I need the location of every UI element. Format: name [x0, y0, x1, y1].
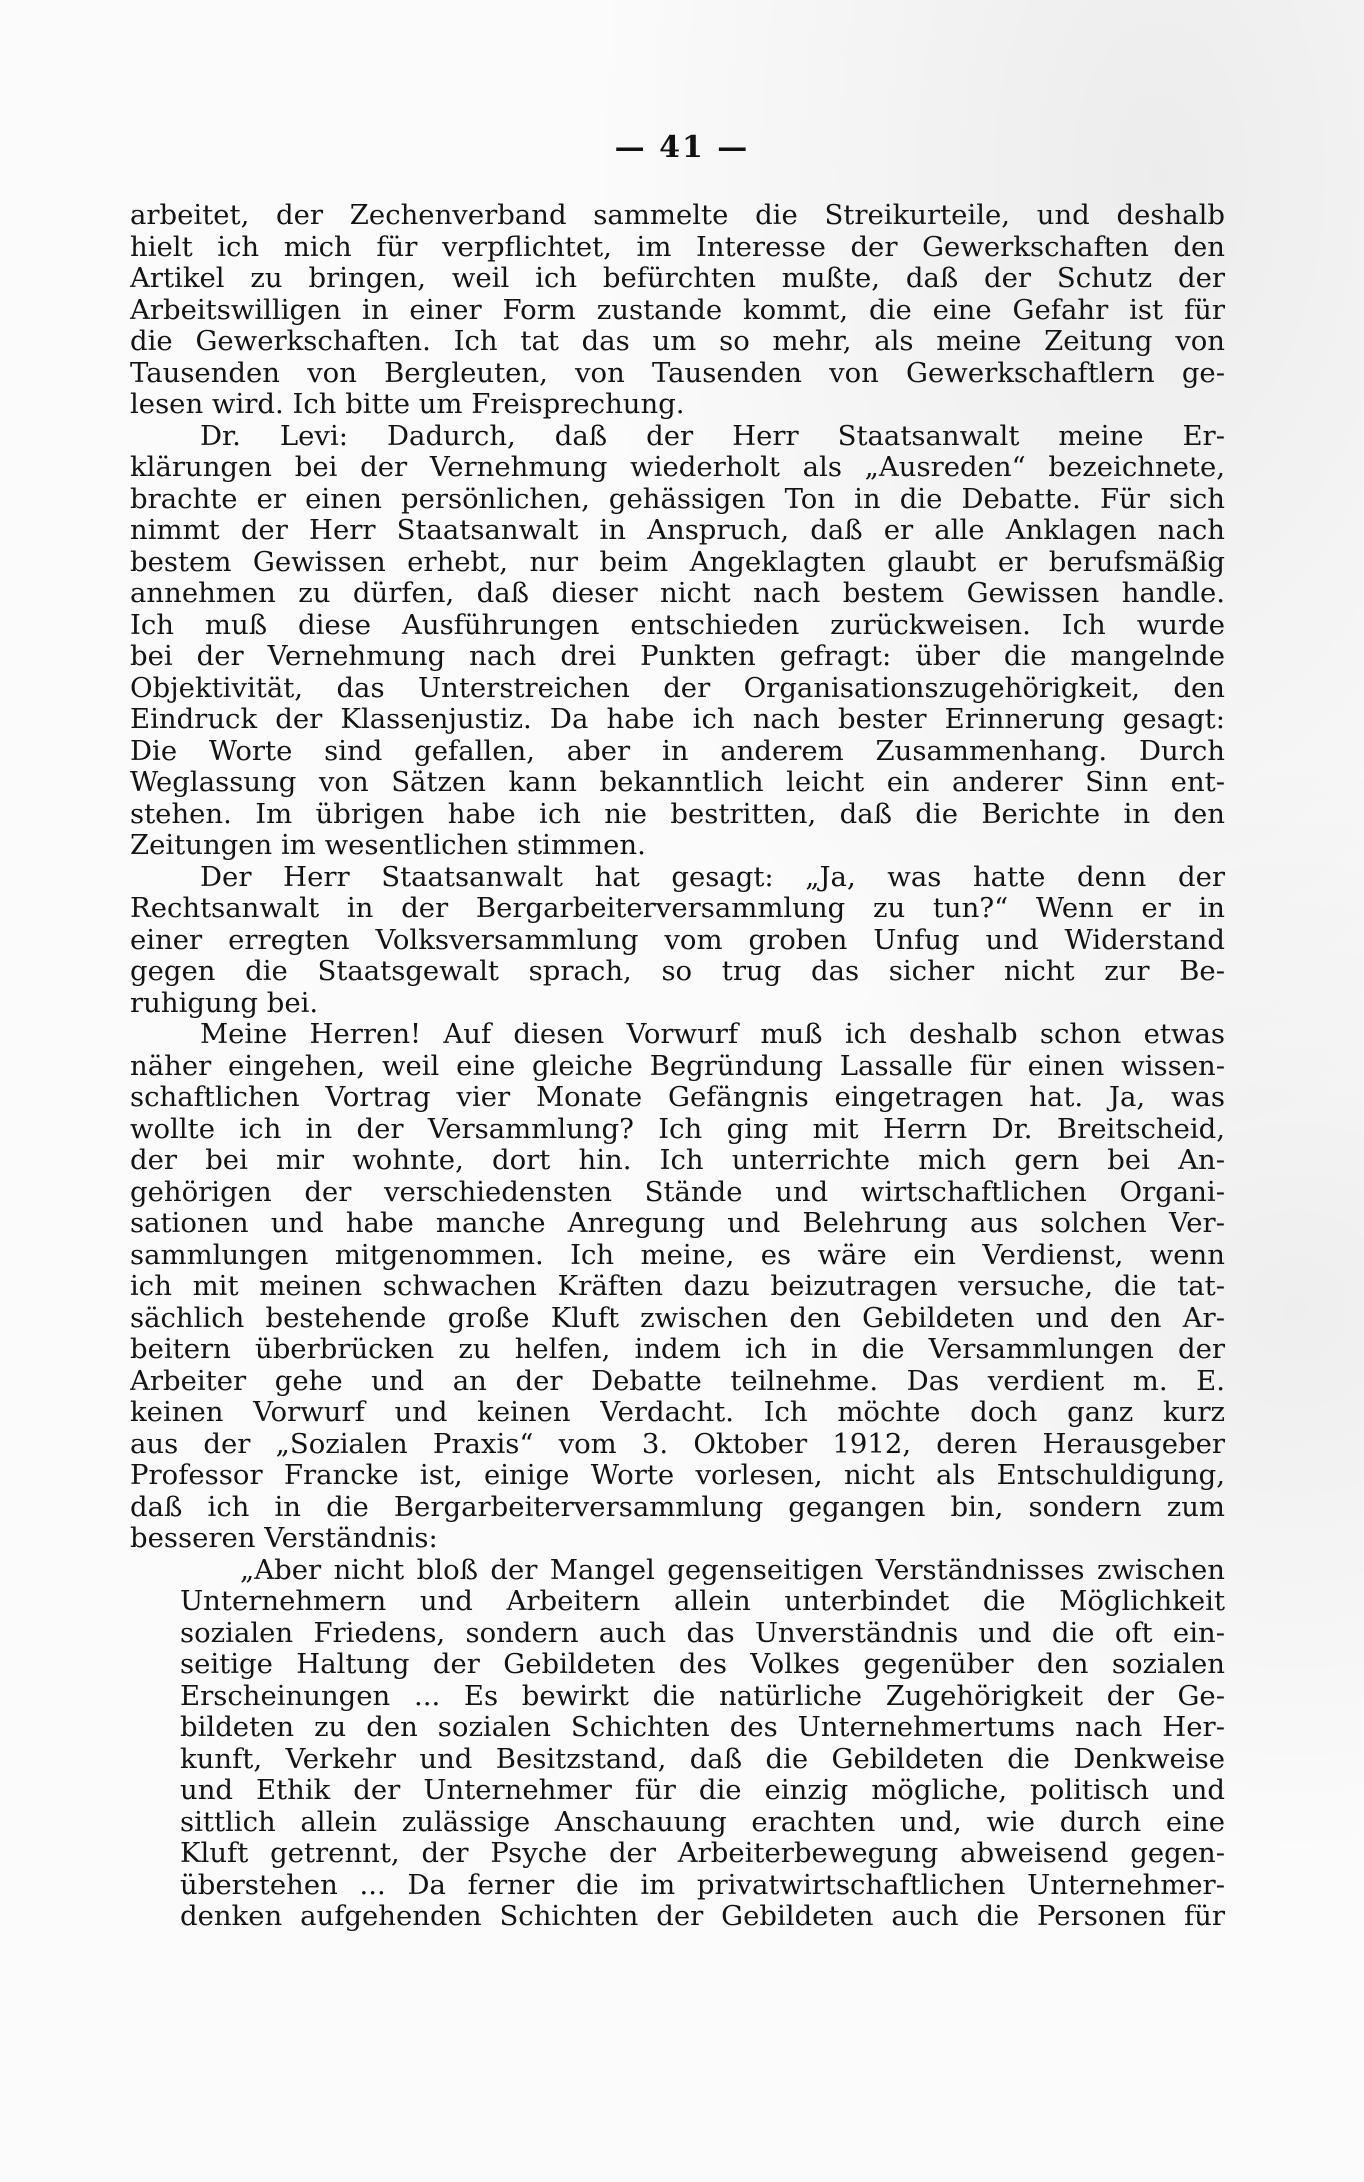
quote-line: sozialen Friedens, sondern auch das Unverständnis und die oft ein- [180, 1617, 1225, 1649]
text-line: der bei mir wohnte, dort hin. Ich unterrichte mich gern bei An- [130, 1145, 1225, 1176]
text-line: daß ich in die Bergarbeiterversammlung gegangen bin, sondern zum [130, 1491, 1225, 1523]
quote-line: sittlich allein zulässige Anschauung erachten und, wie durch eine [180, 1806, 1225, 1838]
text-line: aus der „Sozialen Praxis“ vom 3. Oktober 1912, deren Herausgeber [130, 1428, 1225, 1460]
quote-line: Unternehmern und Arbeitern allein unterbindet die Möglichkeit [180, 1586, 1225, 1617]
text-line: sächlich bestehende große Kluft zwischen den Gebildeten und den Ar- [130, 1302, 1225, 1334]
quote-line: „Aber nicht bloß der Mangel gegenseitigen Verständnisses zwischen [240, 1554, 1225, 1586]
page-number: — 41 — [614, 130, 750, 165]
text-line: Artikel zu bringen, weil ich befürchten mußte, daß der Schutz der [130, 263, 1225, 294]
text-line: Objektivität, das Unterstreichen der Organisationszugehörigkeit, den [130, 672, 1225, 704]
quote-line: Erscheinungen ... Es bewirkt die natürliche Zugehörigkeit der Ge- [180, 1680, 1225, 1712]
text-line: Weglassung von Sätzen kann bekanntlich leicht ein anderer Sinn ent- [130, 767, 1225, 798]
text-line: gegen die Staatsgewalt sprach, so trug das sicher nicht zur Be- [130, 956, 1225, 987]
text-line: Arbeitswilligen in einer Form zustande kommt, die eine Gefahr ist für [130, 294, 1225, 326]
text-line: bei der Vernehmung nach drei Punkten gefragt: über die mangelnde [130, 641, 1225, 672]
text-line: Ich muß diese Ausführungen entschieden zurückweisen. Ich wurde [130, 609, 1225, 641]
quote-line: überstehen ... Da ferner die im privatwirtschaftlichen Unternehmer- [180, 1869, 1225, 1901]
text-line: näher eingehen, weil eine gleiche Begründung Lassalle für einen wissen- [130, 1050, 1225, 1082]
body-text [130, 200, 1225, 1933]
text-line: lesen wird. Ich bitte um Freisprechung. [130, 389, 685, 420]
text-line: keinen Vorwurf und keinen Verdacht. Ich möchte doch ganz kurz [130, 1397, 1225, 1428]
text-line: die Gewerkschaften. Ich tat das um so mehr, als meine Zeitung von [130, 326, 1225, 357]
text-line: Professor Francke ist, einige Worte vorlesen, nicht als Entschuldigung, [130, 1460, 1225, 1491]
text-line: sationen und habe manche Anregung und Belehrung aus solchen Ver- [130, 1208, 1225, 1239]
text-line: brachte er einen persönlichen, gehässigen Ton in die Debatte. Für sich [130, 483, 1225, 515]
text-line: Meine Herren! Auf diesen Vorwurf muß ich deshalb schon etwas [200, 1019, 1225, 1050]
quote-line: bildeten zu den sozialen Schichten des Unternehmertums nach Her- [180, 1712, 1225, 1743]
text-line: sammlungen mitgenommen. Ich meine, es wäre ein Verdienst, wenn [130, 1239, 1225, 1271]
speaker-line: Dr. Levi: Dadurch, daß der Herr Staatsanwalt meine Er- [200, 420, 1225, 452]
text-line: Der Herr Staatsanwalt hat gesagt: „Ja, was hatte denn der [200, 861, 1225, 893]
quote-line: Kluft getrennt, der Psyche der Arbeiterbewegung abweisend gegen- [180, 1838, 1225, 1869]
quote-line: seitige Haltung der Gebildeten des Volkes gegenüber den sozialen [180, 1649, 1225, 1680]
quote-line: und Ethik der Unternehmer für die einzig mögliche, politisch und [180, 1775, 1225, 1806]
text-line: annehmen zu dürfen, daß dieser nicht nach bestem Gewissen handle. [130, 578, 1225, 609]
text-line: besseren Verständnis: [130, 1523, 438, 1554]
text-line: wollte ich in der Versammlung? Ich ging mit Herrn Dr. Breitscheid, [130, 1113, 1225, 1145]
text-line: ich mit meinen schwachen Kräften dazu beizutragen versuche, die tat- [130, 1271, 1225, 1302]
text-line: Eindruck der Klassenjustiz. Da habe ich nach bester Erinnerung gesagt: [130, 704, 1225, 735]
text-line: einer erregten Volksversammlung vom groben Unfug und Widerstand [130, 924, 1225, 956]
text-line: schaftlichen Vortrag vier Monate Gefängnis eingetragen hat. Ja, was [130, 1082, 1225, 1113]
text-line: Zeitungen im wesentlichen stimmen. [130, 830, 646, 861]
text-line: ruhigung bei. [130, 987, 319, 1019]
text-line: Rechtsanwalt in der Bergarbeiterversammlung zu tun?“ Wenn er in [130, 893, 1225, 924]
text-line: bestem Gewissen erhebt, nur beim Angeklagten glaubt er berufsmäßig [130, 546, 1225, 578]
quote-line: kunft, Verkehr und Besitzstand, daß die Gebildeten die Denkweise [180, 1743, 1225, 1775]
text-line: beitern überbrücken zu helfen, indem ich in die Versammlungen der [130, 1334, 1225, 1365]
text-line: Arbeiter gehe und an der Debatte teilnehme. Das verdient m. E. [130, 1365, 1225, 1397]
text-line: stehen. Im übrigen habe ich nie bestritten, daß die Berichte in den [130, 798, 1225, 830]
text-line: arbeitet, der Zechenverband sammelte die Streikurteile, und deshalb [130, 200, 1225, 231]
text-line: klärungen bei der Vernehmung wiederholt als „Ausreden“ bezeichnete, [130, 452, 1225, 483]
text-line: gehörigen der verschiedensten Stände und wirtschaftlichen Organi- [130, 1176, 1225, 1208]
text-line: Die Worte sind gefallen, aber in anderem Zusammenhang. Durch [130, 735, 1225, 767]
text-line: nimmt der Herr Staatsanwalt in Anspruch, daß er alle Anklagen nach [130, 515, 1225, 546]
text-line: Tausenden von Bergleuten, von Tausenden von Gewerkschaftlern ge- [130, 357, 1225, 389]
quote-line: denken aufgehenden Schichten der Gebildeten auch die Personen für [180, 1901, 1225, 1932]
text-line: hielt ich mich für verpflichtet, im Interesse der Gewerkschaften den [130, 231, 1225, 263]
